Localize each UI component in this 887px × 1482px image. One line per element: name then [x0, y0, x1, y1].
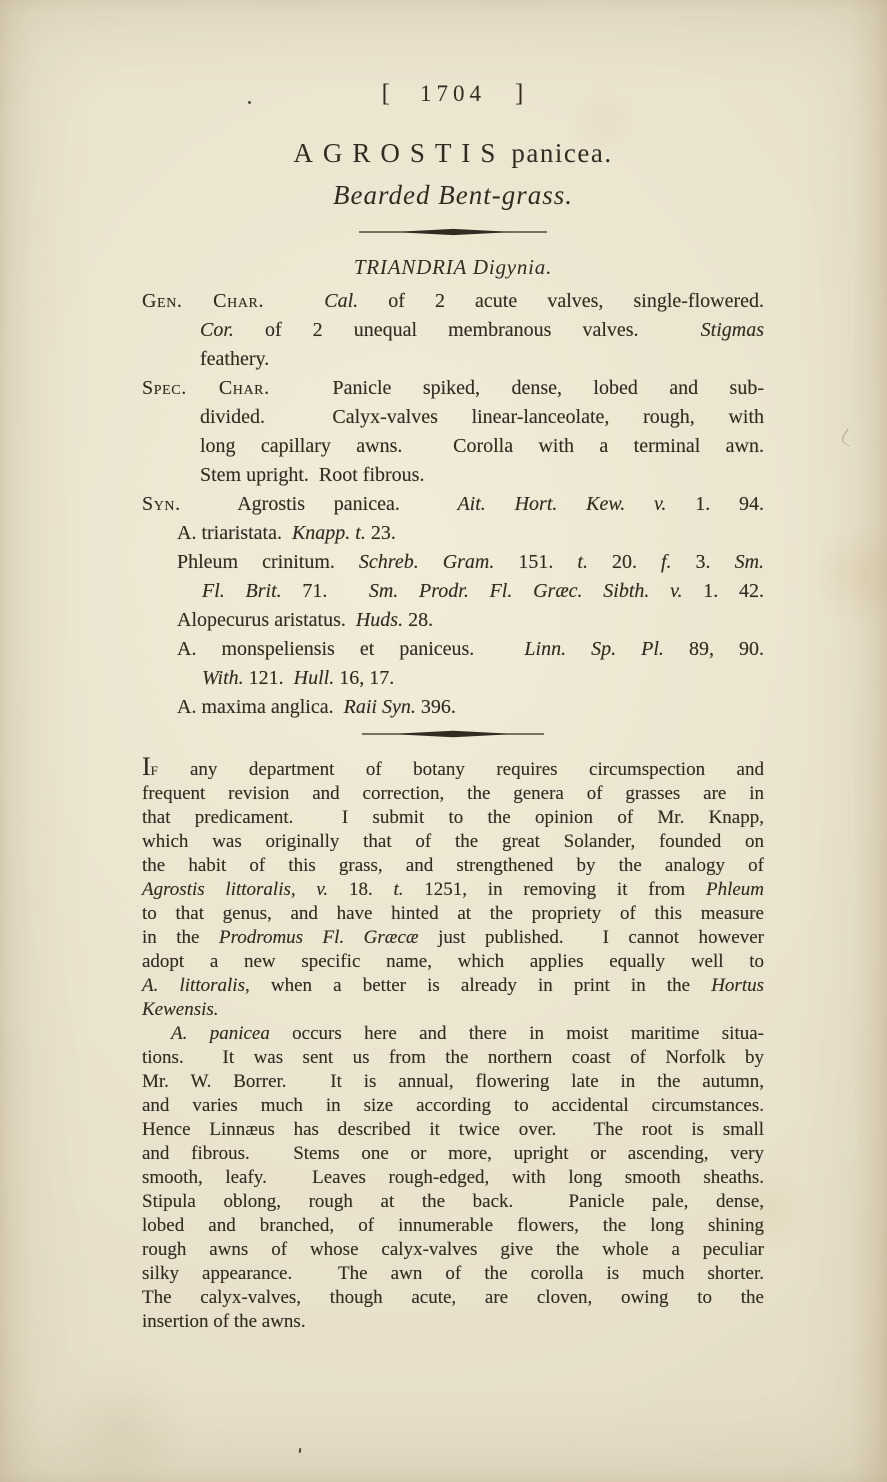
text-run: 16, 17.: [334, 667, 395, 689]
text-run: adopt a new specific name, which applies equally well to: [142, 951, 764, 972]
text-run: Alopecurus aristatus.: [177, 609, 356, 631]
text-run: rough awns of whose calyx-valves give the whole a peculiar: [142, 1239, 764, 1260]
text-run: Schreb. Gram.: [358, 551, 495, 573]
text-line: [142, 1262, 764, 1286]
text-run: Ait. Hort. Kew. v.: [457, 493, 667, 515]
text-run: occurs here and there in moist maritime situa-: [269, 1023, 764, 1044]
text-run: Stipula oblong, rough at the back. Panicle pale, dense,: [142, 1191, 764, 1212]
page-number-bracket-left: [: [381, 80, 391, 107]
text-run: Panicle spiked, dense, lobed and sub-: [269, 377, 764, 399]
text-line: [200, 432, 764, 461]
text-line: [142, 1214, 764, 1238]
text-run: 121.: [243, 667, 294, 689]
section-divider-top: [142, 227, 764, 237]
text-run: 1. 94.: [666, 493, 765, 515]
paper-speck: [299, 1448, 302, 1453]
text-run: Cor.: [200, 319, 234, 341]
common-name-subtitle: Bearded Bent-grass.: [333, 180, 573, 210]
divider-rule-icon: [360, 729, 546, 739]
text-run: smooth, leafy. Leaves rough-edged, with long smooth sheaths.: [142, 1167, 764, 1188]
text-run: long capillary awns. Corolla with a terminal awn.: [200, 435, 764, 457]
divider-rule-icon: [357, 227, 549, 237]
text-run: Gen. Char.: [142, 290, 265, 312]
text-run: [264, 290, 324, 312]
text-run: to that genus, and have hinted at the propriety of this measure: [142, 903, 764, 924]
text-run: 71.: [281, 580, 369, 602]
text-run: of 2 acute valves, single-flowered.: [358, 290, 764, 312]
text-line: [142, 806, 764, 830]
text-line: [142, 1094, 764, 1118]
text-run: Mr. W. Borrer. It is annual, flowering late in the autumn,: [142, 1071, 764, 1092]
text-line: [142, 1142, 764, 1166]
text-run: feathery.: [200, 348, 270, 370]
text-run: just published. I cannot however: [418, 927, 764, 948]
text-run: Phleum crinitum.: [177, 551, 359, 573]
text-line: [142, 854, 764, 878]
text-run: in the: [142, 927, 219, 948]
text-run: the habit of this grass, and strengthened by the analogy of: [142, 855, 764, 876]
text-run: I: [142, 752, 151, 781]
text-run: Hortus: [711, 975, 764, 996]
genus-name: AGROSTIS: [293, 138, 506, 168]
text-run: Prodromus Fl. Græcæ: [218, 927, 419, 948]
text-line: [142, 1070, 764, 1094]
text-run: 1251, in removing it from: [403, 879, 706, 900]
description-text-block: [142, 752, 765, 1334]
species-name: panicea.: [511, 138, 613, 168]
text-line: [142, 878, 764, 902]
page-number-bracket-right: ]: [515, 80, 525, 107]
text-run: f: [150, 759, 159, 780]
text-run: Syn.: [142, 493, 181, 515]
text-run: Agrostis littoralis, v.: [142, 879, 329, 900]
text-run: Stigmas: [700, 319, 764, 341]
text-run: frequent revision and correction, the genera of grasses are in: [142, 783, 764, 804]
text-run: which was originally that of the great Solander, founded on: [142, 831, 764, 852]
text-line: [200, 345, 764, 374]
text-run: A. triaristata.: [177, 522, 292, 544]
text-line: [177, 519, 764, 548]
text-line: [142, 950, 764, 974]
text-run: 89, 90.: [663, 638, 765, 660]
text-run: Knapp. t.: [291, 522, 366, 544]
text-run: 3.: [671, 551, 735, 573]
text-run: Agrostis panicea.: [180, 493, 458, 515]
text-run: Sm.: [734, 551, 765, 573]
text-run: silky appearance. The awn of the corolla is much shorter.: [142, 1263, 764, 1284]
text-run: tions. It was sent us from the northern coast of Norfolk by: [142, 1047, 764, 1068]
text-line: [142, 1118, 764, 1142]
text-run: Stem upright. Root fibrous.: [200, 464, 425, 486]
text-line: [177, 548, 764, 577]
page-number: [142, 80, 764, 108]
text-line: [202, 577, 764, 606]
text-run: With.: [202, 667, 244, 689]
text-line: [142, 974, 764, 998]
text-run: Hull.: [293, 667, 335, 689]
text-line: [142, 1310, 764, 1334]
text-run: insertion of the awns.: [142, 1311, 306, 1332]
text-run: A. monspeliensis et paniceus.: [177, 638, 525, 660]
text-line: [177, 693, 764, 722]
text-line: [142, 998, 764, 1022]
text-line: [142, 287, 764, 316]
pencil-mark: [840, 428, 857, 447]
text-run: Phleum: [705, 879, 765, 900]
text-line: [200, 461, 764, 490]
text-run: 23.: [365, 522, 396, 544]
text-line: [142, 1166, 764, 1190]
text-run: 20.: [587, 551, 661, 573]
text-line: [142, 374, 764, 403]
text-run: t.: [577, 551, 588, 573]
text-line: [142, 1286, 764, 1310]
text-run: f.: [660, 551, 672, 573]
taxonomy-heading: TRIANDRIA Digynia.: [353, 255, 553, 279]
text-line: [142, 1046, 764, 1070]
text-run: t.: [393, 879, 404, 900]
text-line: [142, 830, 764, 854]
text-run: and varies much in size according to accidental circumstances.: [142, 1095, 764, 1116]
text-line: [142, 490, 764, 519]
text-run: Raii Syn.: [343, 696, 416, 718]
text-run: any department of botany requires circumspection and: [158, 759, 764, 780]
section-divider-middle: [142, 729, 764, 739]
character-synonymy-block: [142, 287, 764, 722]
text-run: that predicament. I submit to the opinion of Mr. Knapp,: [142, 807, 764, 828]
text-run: 18.: [328, 879, 394, 900]
text-line: [142, 1022, 764, 1046]
text-line: [142, 926, 764, 950]
text-run: Hence Linnæus has described it twice over. The root is small: [142, 1119, 764, 1140]
text-run: and fibrous. Stems one or more, upright or ascending, very: [142, 1143, 764, 1164]
text-run: Sm. Prodr. Fl. Græc. Sibth. v.: [368, 580, 683, 602]
text-run: Kewensis.: [142, 999, 219, 1020]
text-line: [142, 1238, 764, 1262]
text-run: Spec. Char.: [142, 377, 270, 399]
text-line: [200, 403, 764, 432]
text-run: Linn. Sp. Pl.: [524, 638, 664, 660]
text-run: Fl. Brit.: [202, 580, 282, 602]
text-run: Huds.: [355, 609, 404, 631]
text-run: 151.: [494, 551, 578, 573]
text-line: [142, 782, 764, 806]
text-line: [142, 902, 764, 926]
text-run: 396.: [415, 696, 456, 718]
text-run: 1. 42.: [682, 580, 765, 602]
plate-title: [142, 138, 764, 169]
text-run: 28.: [403, 609, 434, 631]
text-run: of 2 unequal membranous valves.: [233, 319, 701, 341]
text-line: [177, 606, 764, 635]
text-line: [200, 316, 764, 345]
text-run: Cal.: [324, 290, 359, 312]
text-line: [142, 752, 764, 782]
text-line: [202, 664, 764, 693]
text-run: divided. Calyx-valves linear-lanceolate, rough, with: [200, 406, 764, 428]
page-number-digits: 1704: [420, 81, 486, 106]
paper-speck: [248, 101, 251, 104]
text-run: The calyx-valves, though acute, are cloven, owing to the: [142, 1287, 764, 1308]
text-run: when a better is already in print in the: [249, 975, 712, 996]
text-run: lobed and branched, of innumerable flowers, the long shining: [142, 1215, 764, 1236]
text-run: A. littoralis,: [142, 975, 250, 996]
text-run: A. maxima anglica.: [177, 696, 344, 718]
text-line: [142, 1190, 764, 1214]
text-line: [177, 635, 764, 664]
text-run: A. panicea: [171, 1023, 270, 1044]
